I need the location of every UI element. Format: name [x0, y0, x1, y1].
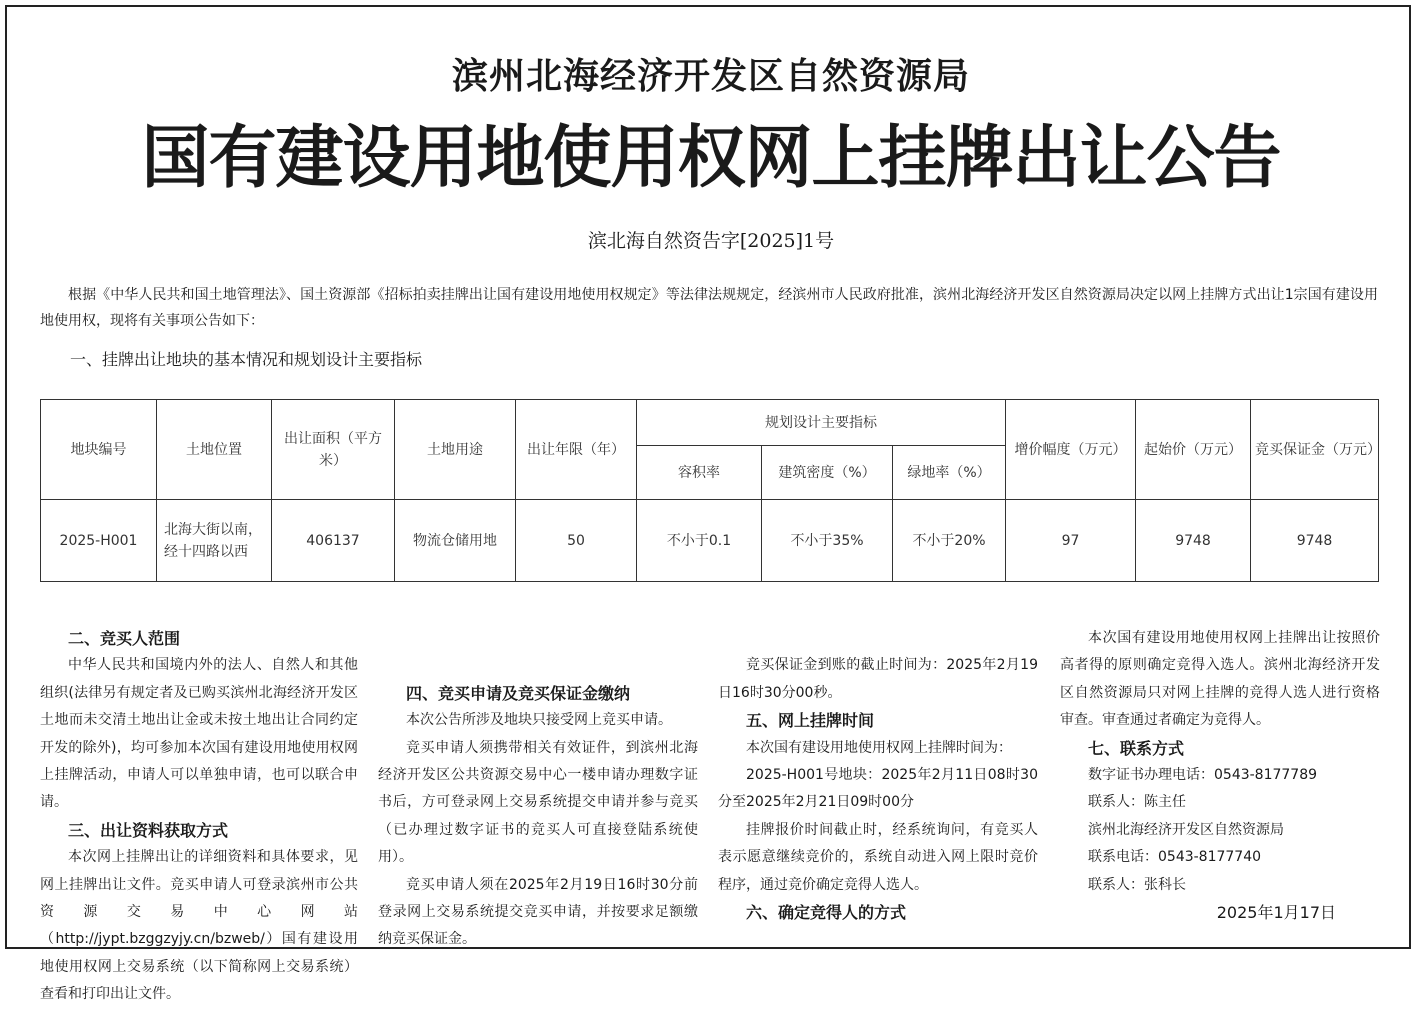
- header-area: 出让面积（平方米）: [272, 400, 395, 500]
- cell-far: 不小于0.1: [637, 500, 762, 582]
- contact-organization: 滨州北海经济开发区自然资源局: [1088, 821, 1284, 838]
- section-4-text-1: 本次公告所涉及地块只接受网上竞买申请。: [406, 712, 672, 729]
- section-4-text-2: 竞买申请人须携带相关有效证件，到滨州北海经济开发区公共资源交易中心一楼申请办理数字证书后，方可登录网上交易系统提交申请并参与竞买（已办理过数字证书的竞买人可直接登陆系统使用）。: [378, 739, 698, 866]
- cell-green: 不小于20%: [893, 500, 1006, 582]
- column-2-spacer: [378, 625, 698, 680]
- section-3-heading: 三、出让资料获取方式: [68, 820, 229, 840]
- parcel-table: [40, 399, 1382, 582]
- issuing-organization: 滨州北海经济开发区自然资源局: [451, 55, 970, 97]
- header-deposit: 竞买保证金（万元）: [1251, 400, 1379, 500]
- section-2-text: 中华人民共和国境内外的法人、自然人和其他组织(法律另有规定者及已购买滨州北海经济开发区土地而未交清土地出让金或未按土地出让合同约定开发的除外)，均可参加本次国有建设用地使用权网上挂牌活动，申请人可以单独申请，也可以联合申请。: [40, 657, 358, 811]
- header-planning: 规划设计主要指标: [637, 400, 1006, 446]
- section-6-heading: 六、确定竞得人的方式: [746, 903, 907, 923]
- contact-cert-phone: 数字证书办理电话：0543-8177789: [1088, 767, 1318, 784]
- section-4-text-4: 竞买保证金到账的截止时间为：2025年2月19日16时30分00秒。: [718, 657, 1038, 701]
- section-7-heading: 七、联系方式: [1088, 738, 1185, 758]
- contact-phone: 联系电话：0543-8177740: [1088, 849, 1262, 866]
- header-parcel-no: 地块编号: [41, 400, 157, 500]
- section-6-text: 本次国有建设用地使用权网上挂牌出让按照价高者得的原则确定竞得入选人。滨州北海经济开发区自然资源局只对网上挂牌的竞得人选人进行资格审查。审查通过者确定为竞得人。: [1060, 630, 1380, 729]
- section-5-heading: 五、网上挂牌时间: [746, 711, 875, 731]
- notice-title: 国有建设用地使用权网上挂牌出让公告: [141, 119, 1281, 198]
- intro-paragraph: 根据《中华人民共和国土地管理法》、国土资源部《招标拍卖挂牌出让国有建设用地使用权规定》等法律法规规定，经滨州市人民政府批准，滨州北海经济开发区自然资源局决定以网上挂牌方式出让1宗国有建设用地使用权，现将有关事项公告如下：: [40, 287, 1378, 329]
- cell-increment: 97: [1006, 500, 1136, 582]
- document-number: 滨北海自然资告字[2025]1号: [587, 230, 835, 252]
- cell-deposit: 9748: [1251, 500, 1379, 582]
- section-5-text-1: 本次国有建设用地使用权网上挂牌时间为：: [746, 739, 1012, 756]
- section-5-text-3: 挂牌报价时间截止时，经系统询问，有竞买人表示愿意继续竞价的，系统自动进入网上限时竞价程序，通过竞价确定竞得人选人。: [718, 821, 1038, 893]
- cell-density: 不小于35%: [762, 500, 893, 582]
- header-density: 建筑密度（%）: [762, 446, 893, 500]
- contact-person-2: 联系人：张科长: [1088, 876, 1186, 893]
- cell-location: 北海大街以南，经十四路以西: [157, 500, 272, 582]
- cell-parcel-no: 2025-H001: [41, 500, 157, 582]
- section-4-text-3: 竞买申请人须在2025年2月19日16时30分前登录网上交易系统提交竞买申请，并按要求足额缴纳竞买保证金。: [378, 876, 698, 948]
- section-1-heading: 一、挂牌出让地块的基本情况和规划设计主要指标: [70, 350, 423, 369]
- cell-use: 物流仓储用地: [395, 500, 516, 582]
- header-green: 绿地率（%）: [893, 446, 1006, 500]
- column-2: [378, 625, 698, 954]
- cell-area: 406137: [272, 500, 395, 582]
- header-location: 土地位置: [157, 400, 272, 500]
- section-4-heading: 四、竞买申请及竞买保证金缴纳: [406, 683, 631, 703]
- section-2-heading: 二、竞买人范围: [68, 629, 181, 648]
- contact-person-1: 联系人：陈主任: [1088, 794, 1186, 811]
- table-row: [41, 500, 1379, 582]
- header-term: 出让年限（年）: [516, 400, 637, 500]
- header-far: 容积率: [637, 446, 762, 500]
- cell-start-price: 9748: [1136, 500, 1251, 582]
- column-4: [1060, 625, 1380, 926]
- cell-term: 50: [516, 500, 637, 582]
- header-start-price: 起始价（万元）: [1136, 400, 1251, 500]
- section-5-text-2: 2025-H001号地块：2025年2月11日08时30分至2025年2月21日09时00分: [718, 767, 1038, 811]
- column-3-spacer: [718, 625, 1038, 652]
- header-increment: 增价幅度（万元）: [1006, 400, 1136, 500]
- header-use: 土地用途: [395, 400, 516, 500]
- notice-date: 2025年1月17日: [1216, 903, 1336, 923]
- column-1: [40, 625, 358, 1009]
- column-3: [718, 625, 1038, 926]
- section-3-text: 本次网上挂牌出让的详细资料和具体要求，见网上挂牌出让文件。竞买申请人可登录滨州市公共资源交易中心网站（http://jypt.bzggzyjy.cn/bzweb/）国有建设用地使用权网上交易系统（以下简称网上交易系统）查看和打印出让文件。: [40, 849, 358, 1003]
